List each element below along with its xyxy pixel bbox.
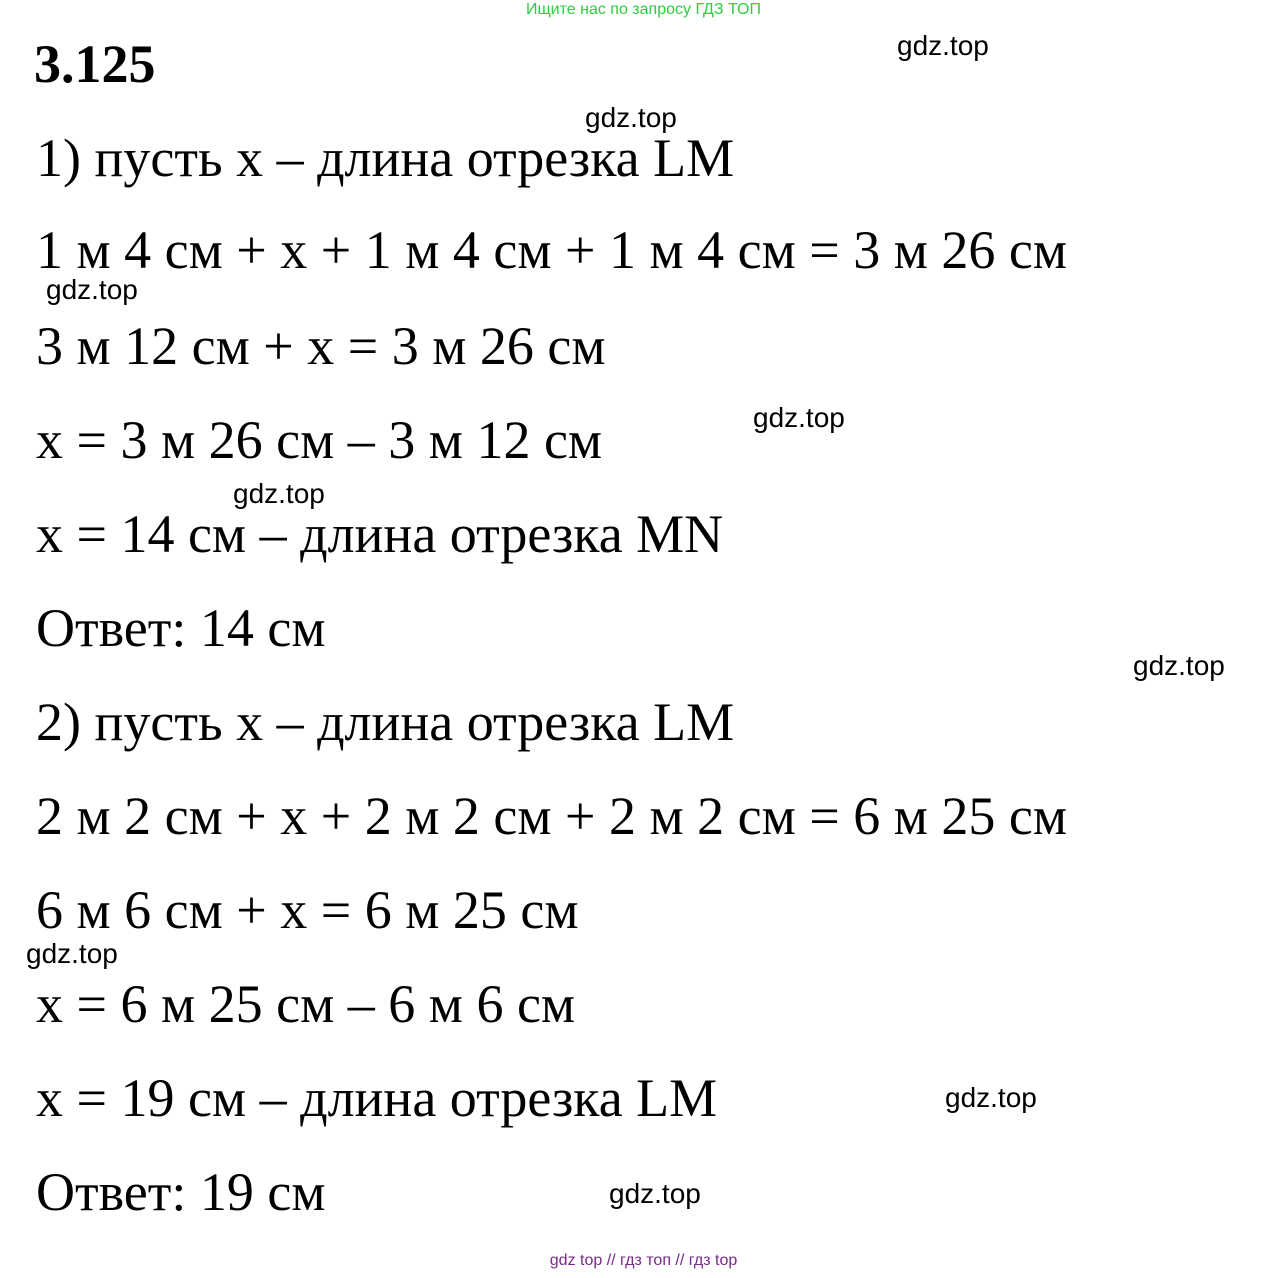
solution-line-2-simplified: 6 м 6 см + х = 6 м 25 см <box>36 880 579 940</box>
solution-line-1-statement: 1) пусть х – длина отрезка LM <box>36 128 735 188</box>
watermark: gdz.top <box>945 1082 1037 1113</box>
solution-line-1-subtraction: х = 3 м 26 см – 3 м 12 см <box>36 410 603 470</box>
solution-line-2-subtraction: х = 6 м 25 см – 6 м 6 см <box>36 974 576 1034</box>
watermark: gdz.top <box>585 102 677 133</box>
solution-line-2-equation: 2 м 2 см + х + 2 м 2 см + 2 м 2 см = 6 м 25 см <box>36 786 1068 846</box>
solution-line-2-statement: 2) пусть х – длина отрезка LM <box>36 692 735 752</box>
answer-1: Ответ: 14 см <box>36 598 326 658</box>
watermark: gdz.top <box>897 30 989 61</box>
solution-line-1-result: х = 14 см – длина отрезка MN <box>36 504 724 564</box>
watermark: gdz.top <box>46 274 138 305</box>
watermark: gdz.top <box>753 402 845 433</box>
top-banner: Ищите нас по запросу ГДЗ ТОП <box>526 1 761 18</box>
solution-line-1-equation: 1 м 4 см + х + 1 м 4 см + 1 м 4 см = 3 м 26 см <box>36 220 1068 280</box>
answer-2: Ответ: 19 см <box>36 1162 326 1222</box>
watermark: gdz.top <box>26 938 118 969</box>
watermark: gdz.top <box>609 1178 701 1209</box>
solution-line-1-simplified: 3 м 12 см + х = 3 м 26 см <box>36 316 606 376</box>
task-number: 3.125 <box>34 34 156 94</box>
watermark: gdz.top <box>233 478 325 509</box>
solution-line-2-result: х = 19 см – длина отрезка LM <box>36 1068 718 1128</box>
footer-links: gdz top // гдз топ // гдз top <box>549 1252 738 1269</box>
watermark: gdz.top <box>1133 650 1225 681</box>
